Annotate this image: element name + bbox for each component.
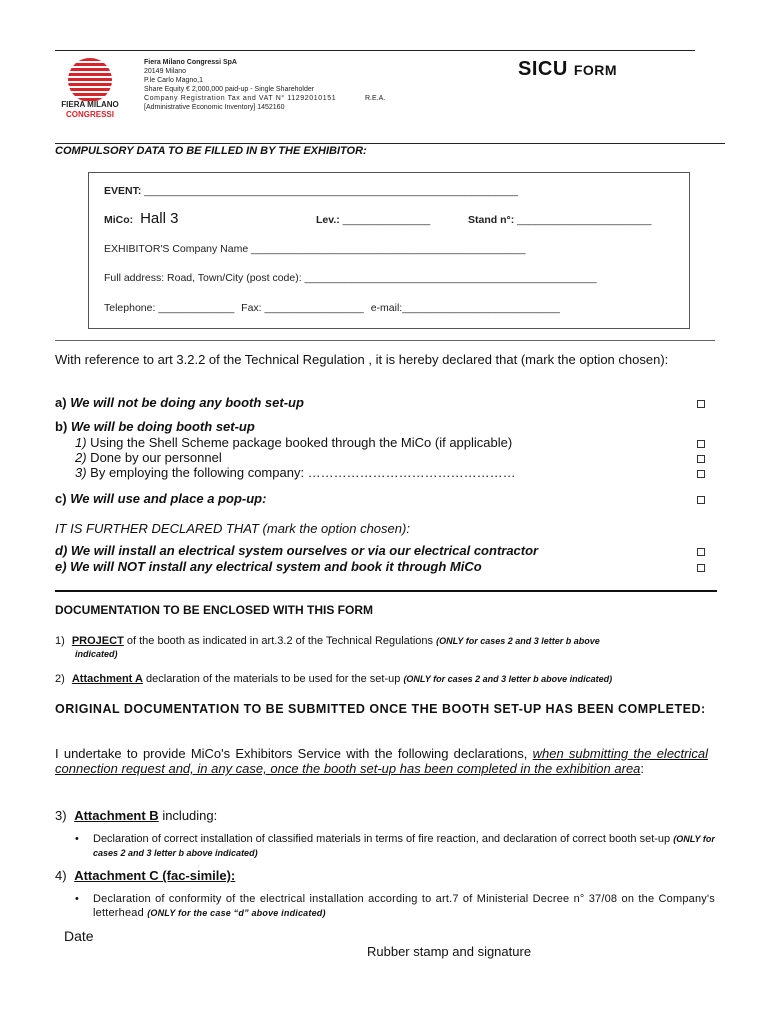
doc-item-1-note: (ONLY for cases 2 and 3 letter b above xyxy=(436,636,600,646)
option-a-checkbox[interactable] xyxy=(697,400,705,408)
original-heading: ORIGINAL DOCUMENTATION TO BE SUBMITTED ONCE THE BOOTH SET-UP HAS BEEN COMPLETED: xyxy=(55,702,706,716)
declaration-rule xyxy=(55,590,717,592)
bullet-item-3 xyxy=(75,832,715,860)
company-name: Fiera Milano Congressi SpA xyxy=(144,59,237,66)
doc-item-1 xyxy=(55,634,717,648)
option-c xyxy=(55,491,266,506)
email-input[interactable]: ___________________________ xyxy=(402,302,560,314)
fax-input[interactable]: _________________ xyxy=(264,302,364,314)
mico-input[interactable]: Hall 3 xyxy=(140,210,179,227)
mico-row xyxy=(104,210,178,227)
option-b1 xyxy=(75,435,512,450)
stand-input[interactable]: _______________________ xyxy=(517,214,652,226)
option-b2 xyxy=(75,450,222,465)
option-e-checkbox[interactable] xyxy=(697,564,705,572)
further-declared: IT IS FURTHER DECLARED THAT (mark the option chosen): xyxy=(55,521,410,536)
contact-row xyxy=(104,302,560,314)
option-b1-checkbox[interactable] xyxy=(697,440,705,448)
undertake-italic: when submitting the electrical connection request and, in any case, once the booth set-up has been completed in the exhibition area xyxy=(55,746,708,776)
company-line: Company Registration Tax and VAT N° 11292010151 xyxy=(144,95,337,102)
form-title-suffix: FORM xyxy=(573,62,618,78)
option-b2-num: 2) xyxy=(75,450,87,465)
doc-item-3-text: including: xyxy=(158,808,218,823)
option-a-letter: a) xyxy=(55,395,67,410)
company-logo xyxy=(55,55,125,125)
option-b3-text: By employing the following company: ………………………………………… xyxy=(86,465,516,480)
declaration-intro: With reference to art 3.2.2 of the Technical Regulation , it is hereby declared that (mark the option chosen): xyxy=(55,352,669,367)
option-e: e) We will NOT install any electrical system and book it through MiCo xyxy=(55,559,482,574)
company-line: 20149 Milano xyxy=(144,68,187,75)
company-name-input[interactable]: _______________________________________________ xyxy=(251,243,526,255)
undertake-plain: I undertake to provide MiCo's Exhibitors Service with the following declarations, xyxy=(55,746,533,761)
address-label: Full address: Road, Town/City (post code): xyxy=(104,272,302,284)
bullet-dot-icon: • xyxy=(75,893,79,905)
company-line: Share Equity € 2,000,000 paid-up - Single Shareholder xyxy=(144,86,315,93)
form-title-main: SICU xyxy=(518,58,568,80)
option-c-letter: c) xyxy=(55,491,67,506)
telephone-input[interactable]: _____________ xyxy=(158,302,235,314)
option-a xyxy=(55,395,304,410)
company-line: P.le Carlo Magno,1 xyxy=(144,77,204,84)
bullet-item-4 xyxy=(75,892,715,920)
stand-label: Stand n°: xyxy=(468,214,515,226)
lev-label: Lev.: xyxy=(316,214,340,226)
option-c-checkbox[interactable] xyxy=(697,496,705,504)
doc-item-2-text: declaration of the materials to be used for the set-up xyxy=(142,673,404,685)
doc-item-2-note: (ONLY for cases 2 and 3 letter b above indicated) xyxy=(403,674,613,684)
event-row xyxy=(104,185,518,197)
option-b1-num: 1) xyxy=(75,435,87,450)
company-line: [Administrative Economic Inventory] 1452160 xyxy=(144,104,285,111)
bullet-3-text: Declaration of correct installation of classified materials in terms of fire reaction, and declaration of correct booth set-up xyxy=(93,833,674,845)
option-b-letter: b) xyxy=(55,419,68,434)
option-b1-text: Using the Shell Scheme package booked through the MiCo (if applicable) xyxy=(86,435,513,450)
compulsory-heading: COMPULSORY DATA TO BE FILLED IN BY THE EXHIBITOR: xyxy=(55,145,367,157)
doc-item-4 xyxy=(55,868,235,883)
logo-text-fiera: FIERA MILANO xyxy=(61,100,119,109)
undertake-paragraph xyxy=(55,746,708,776)
event-label: EVENT: xyxy=(104,185,142,197)
form-title xyxy=(518,58,617,81)
attachment-a-link[interactable]: Attachment A xyxy=(71,673,143,685)
option-a-text: We will not be doing any booth set-up xyxy=(70,395,304,410)
email-label: e-mail: xyxy=(370,302,403,314)
doc-item-2-num: 2) xyxy=(55,673,65,685)
telephone-label: Telephone: xyxy=(104,302,156,314)
option-b3-num: 3) xyxy=(75,465,87,480)
company-name-row xyxy=(104,243,526,255)
doc-item-4-num: 4) xyxy=(55,868,67,883)
option-d: d) We will install an electrical system ourselves or via our electrical contractor xyxy=(55,543,539,558)
company-info xyxy=(144,58,404,112)
logo-text-congressi: CONGRESSI xyxy=(65,110,114,119)
top-rule xyxy=(55,50,695,51)
header-rule xyxy=(55,143,725,144)
fax-label: Fax: xyxy=(241,302,262,314)
option-b2-checkbox[interactable] xyxy=(697,455,705,463)
option-b3-checkbox[interactable] xyxy=(697,470,705,478)
date-label: Date xyxy=(64,928,94,944)
address-input[interactable]: __________________________________________________ xyxy=(304,272,597,284)
lev-input[interactable]: _______________ xyxy=(342,214,431,226)
attachment-b-link[interactable]: Attachment B xyxy=(74,808,159,823)
box-bottom-rule xyxy=(55,340,715,341)
doc-item-1-num: 1) xyxy=(55,635,65,647)
option-b3 xyxy=(75,465,516,480)
documentation-heading: DOCUMENTATION TO BE ENCLOSED WITH THIS FORM xyxy=(55,603,373,617)
option-b xyxy=(55,419,255,434)
option-c-text: We will use and place a pop-up: xyxy=(70,491,267,506)
doc-item-1-note-cont: indicated) xyxy=(75,649,118,659)
bullet-4-text: Declaration of conformity of the electrical installation according to art.7 of Ministerial Decree n° 37/08 on the Company's letterhead xyxy=(93,893,715,919)
option-d-checkbox[interactable] xyxy=(697,548,705,556)
address-row xyxy=(104,272,597,284)
doc-item-3-num: 3) xyxy=(55,808,67,823)
option-b2-text: Done by our personnel xyxy=(86,450,222,465)
stamp-signature-label: Rubber stamp and signature xyxy=(367,944,532,959)
bullet-4-note: (ONLY for the case “d” above indicated) xyxy=(147,908,326,918)
doc-item-1-text: of the booth as indicated in art.3.2 of the Technical Regulations xyxy=(123,635,437,647)
event-input[interactable]: ________________________________________________________________ xyxy=(144,185,518,197)
bullet-3-note: (ONLY for cases 2 and 3 letter b above indicated) xyxy=(93,834,715,858)
rea-label: R.E.A. xyxy=(365,95,386,102)
project-link[interactable]: PROJECT xyxy=(71,635,124,647)
stand-row xyxy=(468,214,651,226)
company-name-label: EXHIBITOR'S Company Name xyxy=(104,243,249,255)
mico-label: MiCo: xyxy=(104,214,134,226)
attachment-c-link[interactable]: Attachment C (fac-simile): xyxy=(74,868,236,883)
lev-row xyxy=(316,214,430,226)
doc-item-2 xyxy=(55,672,725,686)
undertake-end: : xyxy=(640,761,645,776)
option-b-text: We will be doing booth set-up xyxy=(70,419,255,434)
doc-item-3 xyxy=(55,808,217,823)
bullet-dot-icon: • xyxy=(75,833,79,845)
